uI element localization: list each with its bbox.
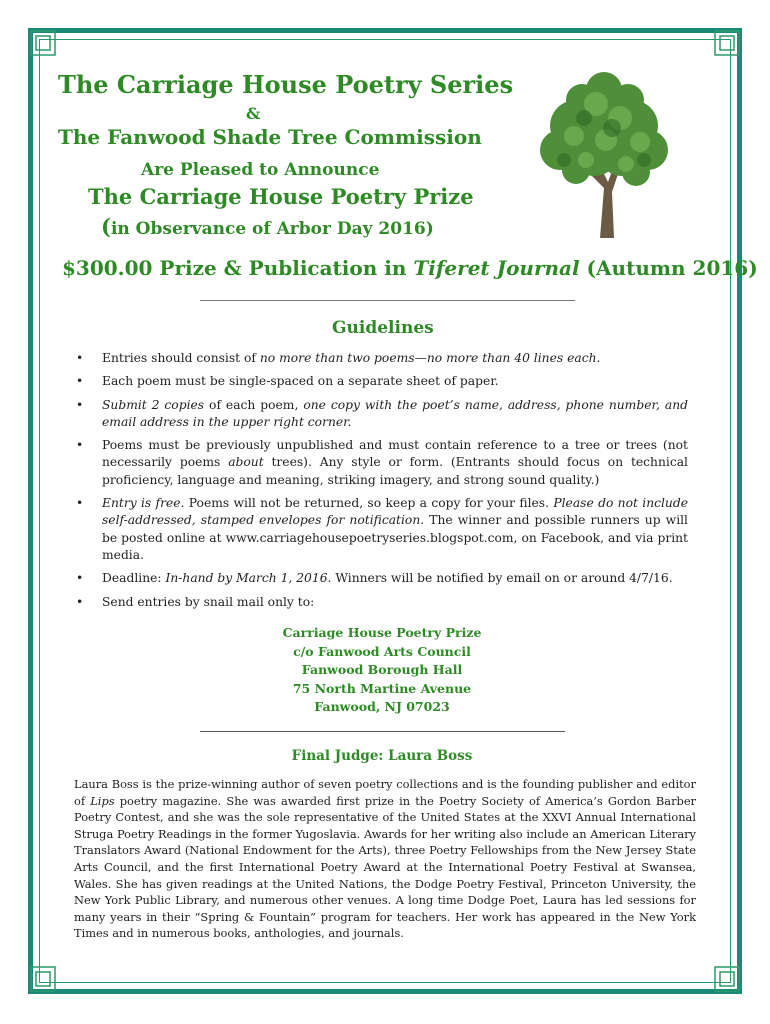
address-line: c/o Fanwood Arts Council <box>293 643 471 659</box>
announce-line: Are Pleased to Announce <box>141 160 380 180</box>
address-line: 75 North Martine Avenue <box>292 680 472 696</box>
prize-tail: (Autumn 2016) <box>579 256 758 280</box>
corner-ornament-icon <box>30 30 56 56</box>
item-text: of each poem, <box>204 397 304 412</box>
list-item <box>76 373 688 390</box>
divider <box>200 300 575 301</box>
item-text: Each poem must be single-spaced on a separate sheet of paper. <box>102 374 499 389</box>
item-emphasis: Entry is free <box>102 496 181 511</box>
list-item <box>76 495 688 564</box>
item-text: . The winner and possible runners up will be posted online at www.carriagehousepoetryseries.blogspot.com, on Facebook, and via print media. <box>102 513 688 562</box>
item-text: Poems must be previously unpublished and must contain reference to a tree or trees (not necessarily poems <box>102 438 688 470</box>
list-item <box>76 437 688 489</box>
item-emphasis: Please do not include self-addressed, stamped envelopes for notification <box>102 496 688 528</box>
page-subtitle: The Fanwood Shade Tree Commission <box>58 125 482 149</box>
observance-paren: ( <box>101 214 111 239</box>
bio-text: Laura Boss is the prize-winning author of seven poetry collections and is the founding publisher and editor of <box>74 777 696 808</box>
judge-bio <box>74 776 696 942</box>
title-ampersand: & <box>246 104 261 123</box>
item-text: . Winners will be notified by email on or around 4/7/16. <box>327 571 673 586</box>
item-emphasis: Submit 2 copies <box>102 397 205 412</box>
corner-ornament-icon <box>714 30 740 56</box>
corner-ornament-icon <box>714 966 740 992</box>
page-title: The Carriage House Poetry Series <box>58 70 514 99</box>
item-text: trees). Any style or form. (Entrants should focus on technical proficiency, language and meaning, striking imagery, and strong sound quality.) <box>102 455 688 487</box>
observance-text: in Observance of Arbor Day 2016) <box>110 219 434 239</box>
guidelines-list <box>76 350 688 617</box>
prize-lead: $300.00 Prize & Publication in <box>62 256 414 280</box>
address-line: Fanwood, NJ 07023 <box>314 699 450 714</box>
guidelines-heading: Guidelines <box>332 318 434 338</box>
item-text: Deadline: <box>102 571 166 586</box>
address-line: Carriage House Poetry Prize <box>282 625 482 640</box>
mailing-address <box>200 624 564 717</box>
observance-line <box>101 214 434 239</box>
item-text: . <box>596 351 601 365</box>
list-item <box>76 594 688 611</box>
list-item <box>76 397 688 432</box>
item-text: Send entries by snail mail only to: <box>102 594 315 609</box>
item-text: Entries should consist of <box>102 351 260 365</box>
item-emphasis: no more than two poems—no more than 40 lines each <box>259 351 597 365</box>
item-text: . Poems will not be returned, so keep a copy for your files. <box>180 496 554 511</box>
journal-name: Tiferet Journal <box>413 256 580 280</box>
item-emphasis: In-hand by March 1, 2016 <box>165 571 328 586</box>
tree-icon <box>524 70 684 240</box>
judge-heading: Final Judge: Laura Boss <box>291 748 473 764</box>
list-item <box>76 350 688 367</box>
address-line: Fanwood Borough Hall <box>301 662 463 677</box>
corner-ornament-icon <box>30 966 56 992</box>
item-emphasis: about <box>228 455 264 470</box>
divider <box>200 731 565 732</box>
bio-text: poetry magazine. She was awarded first prize in the Poetry Society of America’s Gordon Barber Poetry Contest, and she was the sole representative of the United States at the XXVI Annual International Struga Poetry Readings in the former Yugoslavia. Awards for her writing also include an American Literary Translators Award (National Endowment for the Arts), three Poetry Fellowships from the New Jersey State Arts Council, and the first International Poetry Award at the International Poetry Festival at Swansea, Wales. She has given readings at the United Nations, the Dodge Poetry Festival, Princeton University, the New York Public Library, and numerous other venues. A long time Dodge Poet, Laura has led sessions for many years in their “Spring & Fountain” program for teachers. Her work has appeared in the New York Times and in numerous books, anthologies, and journals. <box>74 793 697 941</box>
prize-title: The Carriage House Poetry Prize <box>88 184 474 209</box>
list-item <box>76 570 688 587</box>
prize-amount-headline <box>62 256 758 280</box>
item-emphasis: one copy with the poet’s name, address, phone number, and email address in the upper right corner. <box>102 397 688 429</box>
bio-emphasis: Lips <box>90 793 115 808</box>
